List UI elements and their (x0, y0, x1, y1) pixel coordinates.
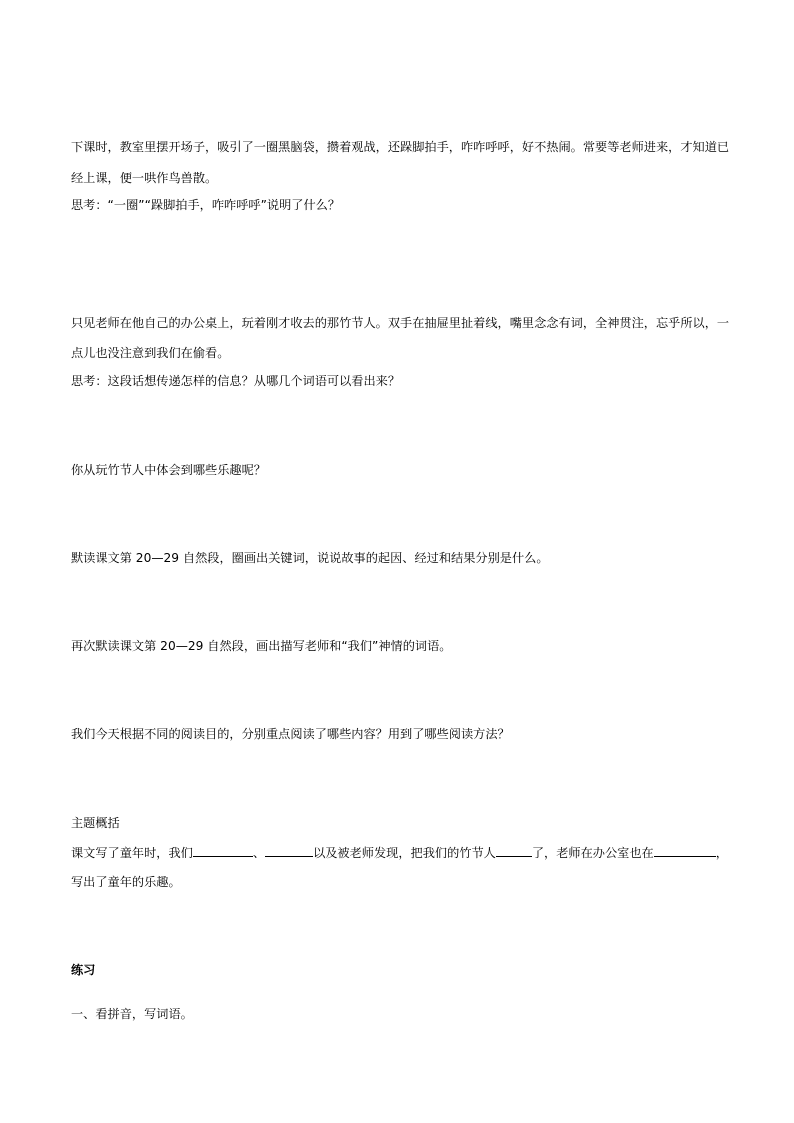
exercise-heading: 练习 (71, 963, 96, 977)
task-2: 再次默读课文第 20—29 自然段，画出描写老师和“我们”神情的词语。 (71, 639, 452, 653)
fill-blank-2[interactable] (265, 844, 313, 857)
theme-text-4: 了，老师在办公室也在 (531, 846, 654, 860)
question-4: 我们今天根据不同的阅读目的，分别重点阅读了哪些内容？用到了哪些阅读方法？ (71, 727, 510, 741)
theme-text-5: ， (715, 846, 728, 860)
paragraph-2-line-1: 只见老师在他自己的办公桌上，玩着刚才收去的那竹节人。双手在抽屉里扯着线，嘴里念念有词，全神贯注，忘乎所以，一 (71, 316, 730, 330)
theme-text-2: 、 (252, 846, 266, 860)
exercise-1: 一、看拼音，写词语。 (71, 1007, 193, 1021)
question-1: 思考：“一圈”“跺脚拍手，咋咋呼呼”说明了什么？ (71, 198, 341, 212)
task-1: 默读课文第 20—29 自然段，圈画出关键词，说说故事的起因、经过和结果分别是什么。 (71, 551, 549, 565)
question-3: 你从玩竹节人中体会到哪些乐趣呢？ (71, 463, 266, 477)
theme-heading: 主题概括 (71, 816, 120, 830)
theme-summary-line-2: 写出了童年的乐趣。 (71, 875, 181, 889)
theme-text-3: 以及被老师发现，把我们的竹节人 (313, 846, 496, 860)
fill-blank-4[interactable] (654, 844, 716, 857)
fill-blank-1[interactable] (193, 844, 253, 857)
question-2: 思考：这段话想传递怎样的信息？从哪几个词语可以看出来？ (71, 374, 401, 388)
paragraph-1-line-1: 下课时，教室里摆开场子，吸引了一圈黑脑袋，攒着观战，还跺脚拍手，咋咋呼呼，好不热闹。常要等老师进来，才知道已 (71, 140, 730, 154)
paragraph-2-line-2: 点儿也没注意到我们在偷看。 (71, 346, 230, 360)
fill-blank-3[interactable] (496, 844, 532, 857)
theme-summary-line-1 (71, 844, 731, 861)
theme-text-1: 课文写了童年时，我们 (71, 846, 193, 860)
paragraph-1-line-2: 经上课，便一哄作鸟兽散。 (71, 171, 218, 185)
